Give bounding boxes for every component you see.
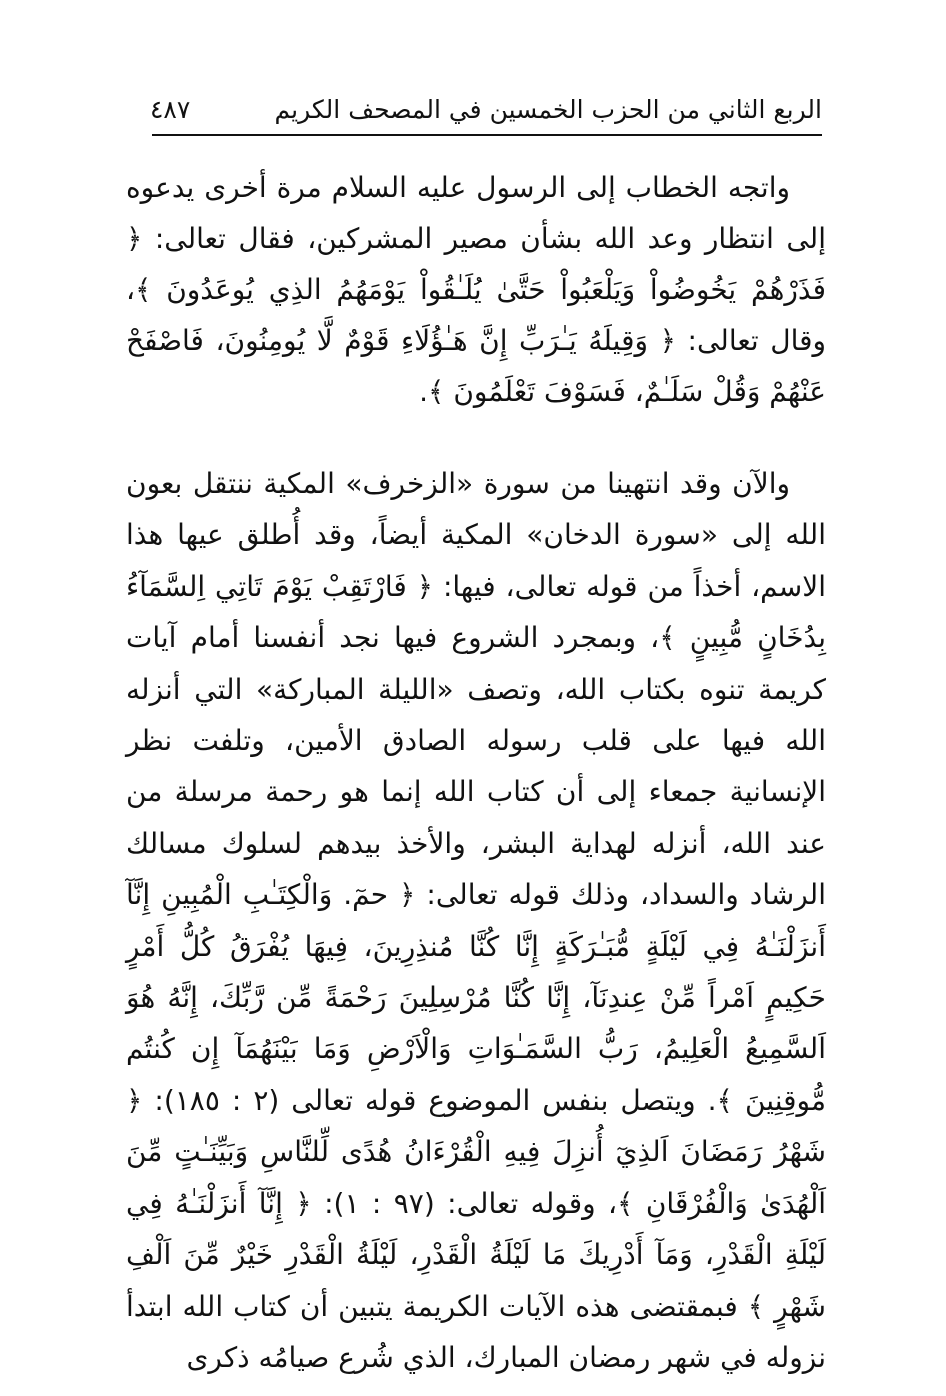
header-divider [152,134,822,136]
paragraph-2: والآن وقد انتهينا من سورة «الزخرف» المكية ننتقل بعون الله إلى «سورة الدخان» المكية أيضاً، وقد أُطلق عيها هذا الاسم، أخذاً من قوله تعالى، فيها: ﴿ فَارْتَقِبْ يَوْمَ تَاتِي اِلسَّمَآءُ بِدُخَانٍ مُّبِينٍ ﴾، وبمجرد الشروع فيها نجد أنفسنا أمام آيات كريمة تنوه بكتاب الله، وتصف «الليلة المباركة» التي أنزله الله فيها على قلب رسوله الصادق الأمين، وتلفت نظر الإنسانية جمعاء إلى أن كتاب الله إنما هو رحمة مرسلة من عند الله، أنزله لهداية البشر، والأخذ بيدهم لسلوك مسالك الرشاد والسداد، وذلك قوله تعالى: ﴿ حمٓ. وَالْكِتَـٰبِ الْمُبِينِ إِنَّآ أَنزَلْنَـٰهُ فِي لَيْلَةٍ مُّبَـٰرَكَةٍ إِنَّا كُنَّا مُنذِرِينَ، فِيهَا يُفْرَقُ كُلُّ أَمْرٍ حَكِيمٍ اَمْراً مِّنْ عِندِنَآ، إِنَّا كُنَّا مُرْسِلِينَ رَحْمَةً مِّن رَّبِّكَ، إِنَّهُ هُوَ اَلسَّمِيعُ الْعَلِيمُ، رَبُّ السَّمَـٰوَاتِ وَالْاَرْضِ وَمَا بَيْنَهُمَآ إِن كُنتُم مُّوقِنِينَ ﴾. ويتصل بنفس الموضوع قوله تعالى (٢ : ١٨٥): ﴿ شَهْرُ رَمَضَانَ اَلذِيٓ أُنزِلَ فِيهِ الْقُرْءَانُ هُدًى لِّلنَّاسِ وَبَيِّنَـٰتٍ مِّنَ اَلْهُدَىٰ وَالْفُرْقَانِ ﴾، وقوله تعالى: (٩٧ : ١): ﴿ إِنَّآ أَنزَلْنَـٰهُ فِي لَيْلَةِ الْقَدْرِ، وَمَآ أَدْرِيكَ مَا لَيْلَةُ الْقَدْرِ، لَيْلَةُ الْقَدْرِ خَيْرٌ مِّنَ اَلْفِ شَهْرٍ ﴾ فبمقتضى هذه الآيات الكريمة يتبين أن كتاب الله ابتدأ نزوله في شهر رمضان المبارك، الذي شُرع صيامُه ذكرى [126,467,827,1374]
header-title: الربع الثاني من الحزب الخمسين في المصحف الكريم [274,95,822,124]
body-text [126,162,826,1383]
paragraph-1: واتجه الخطاب إلى الرسول عليه السلام مرة أخرى يدعوه إلى انتظار وعد الله بشأن مصير المشركين، فقال تعالى: ﴿ فَذَرْهُمْ يَخُوضُواْ وَيَلْعَبُواْ حَتَّىٰ يُلَـٰقُواْ يَوْمَهُمُ الذِي يُوعَدُونَ ﴾، وقال تعالى: ﴿ وَقِيلَهُ يَـٰرَبِّ إِنَّ هَـٰؤُلَاءِ قَوْمٌ لَّا يُومِنُونَ، فَاصْفَحْ عَنْهُمْ وَقُلْ سَلَـٰمٌ، فَسَوْفَ تَعْلَمُونَ ﴾. [126,171,826,408]
page-number: ٤٨٧ [150,95,191,124]
running-header [150,88,822,134]
